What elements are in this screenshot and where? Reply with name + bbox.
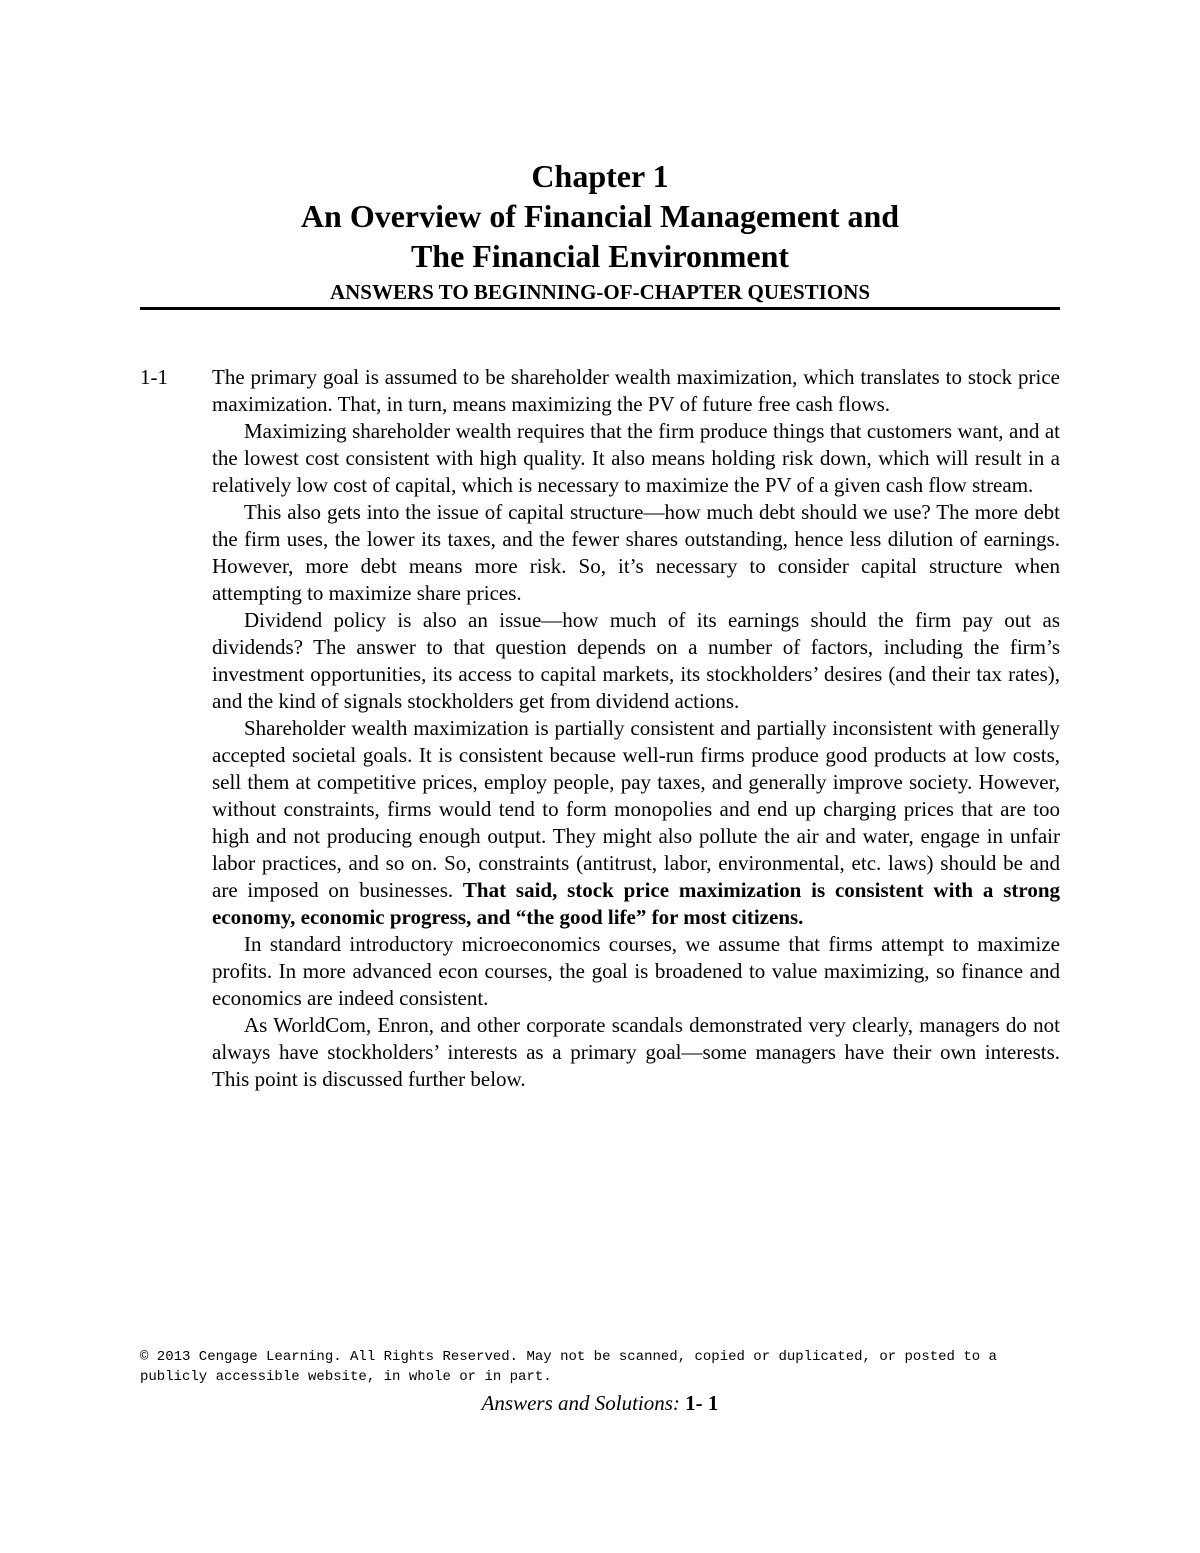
page-label — [140, 1390, 1060, 1416]
copyright-notice: © 2013 Cengage Learning. All Rights Reserved. May not be scanned, copied or duplicated, or posted to a publicly accessible website, in whole or in part. — [140, 1349, 997, 1385]
answer-paragraph: As WorldCom, Enron, and other corporate scandals demonstrated very clearly, managers do not always have stockholders’ interests as a primary goal—some managers have their own interests. This point is discussed further below. — [212, 1013, 1060, 1091]
section-subtitle: ANSWERS TO BEGINNING-OF-CHAPTER QUESTIONS — [329, 280, 871, 304]
chapter-title-line-1: An Overview of Financial Management and — [300, 198, 900, 234]
answer-paragraph: Dividend policy is also an issue—how much of its earnings should the firm pay out as dividends? The answer to that question depends on a number of factors, including the firm’s investment opportunities, its access to capital markets, its stockholders’ desires (and their tax rates), and the kind of signals stockholders get from dividend actions. — [212, 608, 1060, 713]
header-rule — [140, 307, 1060, 310]
emphasized-statement: That said, stock price maximization is consistent with a strong economy, economic progress, and “the good life” for most citizens. — [212, 878, 1060, 929]
page-number: 1- 1 — [685, 1391, 719, 1415]
answer-paragraph: This also gets into the issue of capital structure—how much debt should we use? The more debt the firm uses, the lower its taxes, and the fewer shares outstanding, hence less dilution of earnings. However, more debt means more risk. So, it’s necessary to consider capital structure when attempting to maximize share prices. — [212, 500, 1060, 605]
answer-paragraph — [212, 715, 1060, 931]
chapter-title-line-2: The Financial Environment — [410, 238, 790, 274]
chapter-header — [140, 156, 1060, 305]
question-number: 1-1 — [140, 365, 168, 389]
paragraph-text: Shareholder wealth maximization is partially consistent and partially inconsistent with generally accepted societal goals. It is consistent because well-run firms produce good products at low costs, sell them at competitive prices, employ people, pay taxes, and generally improve society. However, without constraints, firms would tend to form monopolies and end up charging prices that are too high and not producing enough output. They might also pollute the air and water, engage in unfair labor practices, and so on. So, constraints (antitrust, labor, environmental, etc. laws) should be and are imposed on businesses. — [212, 716, 1060, 902]
answer-1-1 — [140, 364, 1060, 1093]
answer-body — [212, 364, 1060, 1093]
chapter-number: Chapter 1 — [531, 158, 669, 194]
page-label-text: Answers and Solutions: — [481, 1391, 680, 1415]
answer-paragraph: In standard introductory microeconomics courses, we assume that firms attempt to maximize profits. In more advanced econ courses, the goal is broadened to value maximizing, so finance and economics are indeed consistent. — [212, 932, 1060, 1010]
answer-paragraph: Maximizing shareholder wealth requires that the firm produce things that customers want, and at the lowest cost consistent with high quality. It also means holding risk down, which will result in a relatively low cost of capital, which is necessary to maximize the PV of a given cash flow stream. — [212, 419, 1060, 497]
page-footer — [140, 1347, 1060, 1416]
answer-paragraph: The primary goal is assumed to be shareholder wealth maximization, which translates to stock price maximization. That, in turn, means maximizing the PV of future free cash flows. — [212, 365, 1060, 416]
